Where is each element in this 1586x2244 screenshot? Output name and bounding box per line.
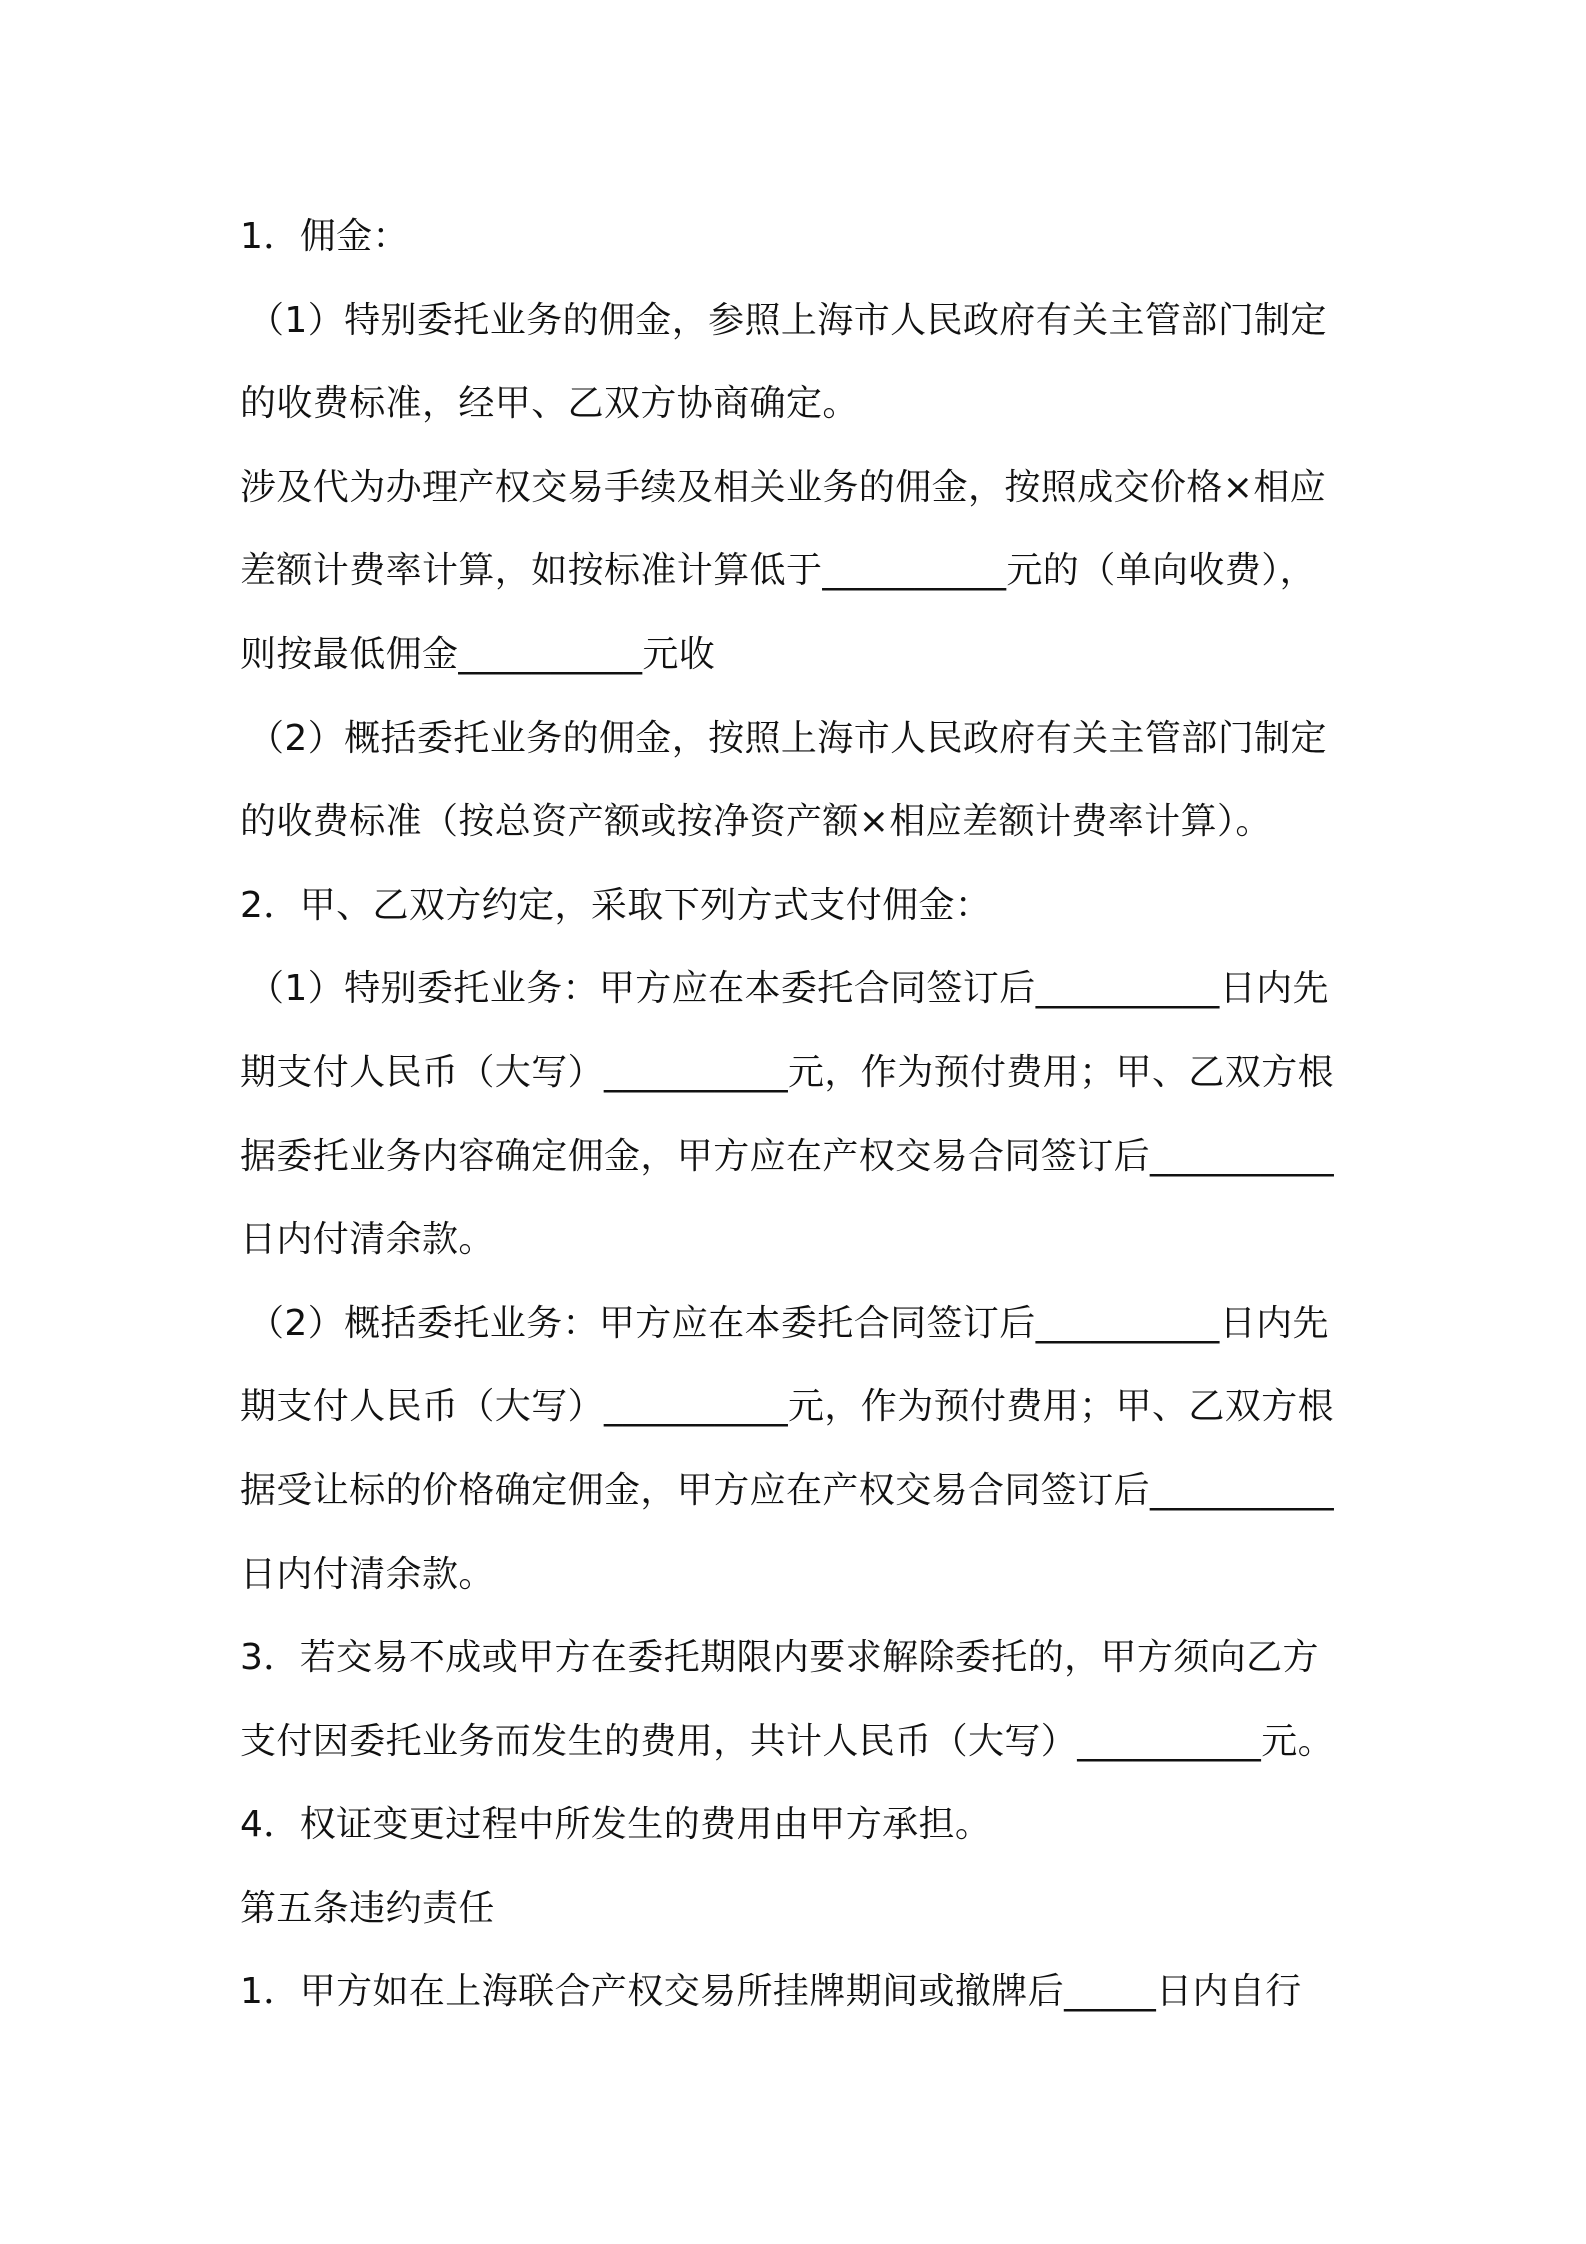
general-payment-line-3: 据受让标的价格确定佣金，甲方应在产权交易合同签订后__________ xyxy=(240,1469,1335,1511)
special-payment-line-2: 期支付人民币（大写）__________元，作为预付费用；甲、乙双方根 xyxy=(240,1051,1335,1093)
liability-section-heading: 第五条违约责任 xyxy=(240,1887,495,1929)
general-payment-line-1: （2）概括委托业务：甲方应在本委托合同签订后__________日内先 xyxy=(248,1302,1329,1344)
general-payment-line-2: 期支付人民币（大写）__________元，作为预付费用；甲、乙双方根 xyxy=(240,1386,1335,1428)
general-commission-line-1: （2）概括委托业务的佣金，按照上海市人民政府有关主管部门制定 xyxy=(248,717,1327,759)
special-commission-line-2: 的收费标准，经甲、乙双方协商确定。 xyxy=(240,383,859,425)
commission-heading: 1．佣金： xyxy=(240,216,409,257)
failed-transaction-line-1: 3．若交易不成或甲方在委托期限内要求解除委托的，甲方须向乙方 xyxy=(240,1637,1319,1679)
special-payment-line-4: 日内付清余款。 xyxy=(240,1219,495,1261)
liability-clause-line-1: 1．甲方如在上海联合产权交易所挂牌期间或撤牌后_____日内自行 xyxy=(240,1971,1302,2013)
general-payment-line-4: 日内付清余款。 xyxy=(240,1553,495,1595)
general-commission-line-2: 的收费标准（按总资产额或按净资产额×相应差额计费率计算）。 xyxy=(240,801,1272,843)
special-payment-line-3: 据委托业务内容确定佣金，甲方应在产权交易合同签订后__________ xyxy=(240,1135,1335,1177)
certificate-fee-line: 4．权证变更过程中所发生的费用由甲方承担。 xyxy=(240,1804,992,1846)
special-commission-line-1: （1）特别委托业务的佣金，参照上海市人民政府有关主管部门制定 xyxy=(248,299,1327,341)
minimum-commission-line: 则按最低佣金__________元收 xyxy=(240,633,716,675)
failed-transaction-line-2: 支付因委托业务而发生的费用，共计人民币（大写）__________元。 xyxy=(240,1720,1335,1762)
transaction-commission-line-1: 涉及代为办理产权交易手续及相关业务的佣金，按照成交价格×相应 xyxy=(240,466,1327,508)
document-body xyxy=(240,195,1360,2034)
payment-method-heading: 2．甲、乙双方约定，采取下列方式支付佣金： xyxy=(240,884,992,926)
special-payment-line-1: （1）特别委托业务：甲方应在本委托合同签订后__________日内先 xyxy=(248,968,1329,1010)
transaction-commission-line-2: 差额计费率计算，如按标准计算低于__________元的（单向收费）， xyxy=(240,550,1317,592)
